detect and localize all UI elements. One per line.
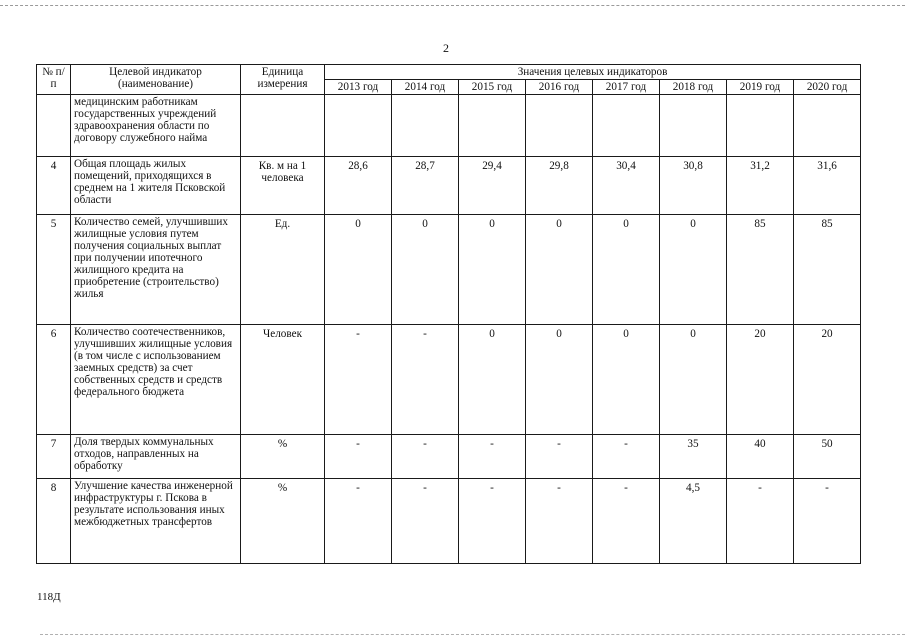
header-values: Значения целевых индикаторов <box>325 65 861 80</box>
indicator-value: 31,2 <box>727 157 794 215</box>
indicator-value: 0 <box>593 325 660 435</box>
indicator-value: 0 <box>526 325 593 435</box>
indicator-value: 28,7 <box>392 157 459 215</box>
header-year: 2013 год <box>325 80 392 95</box>
indicator-value: - <box>593 435 660 479</box>
indicator-unit: Человек <box>241 325 325 435</box>
table-row <box>37 157 861 215</box>
indicator-value <box>660 95 727 157</box>
row-number: 8 <box>37 479 71 564</box>
indicator-name: медицинским работникам государственных учреждений здравоохранения области по договору служебного найма <box>71 95 241 157</box>
header-year: 2019 год <box>727 80 794 95</box>
header-no: № п/п <box>37 65 71 95</box>
table-body <box>37 95 861 564</box>
row-number: 5 <box>37 215 71 325</box>
table-row <box>37 215 861 325</box>
header-year: 2015 год <box>459 80 526 95</box>
indicator-value <box>325 95 392 157</box>
indicator-value <box>459 95 526 157</box>
row-number <box>37 95 71 157</box>
indicator-value: 31,6 <box>794 157 861 215</box>
indicator-value <box>727 95 794 157</box>
indicator-value: - <box>593 479 660 564</box>
indicator-value: 85 <box>794 215 861 325</box>
indicator-value: 29,8 <box>526 157 593 215</box>
indicator-value: 0 <box>660 215 727 325</box>
indicator-value <box>392 95 459 157</box>
indicator-value: - <box>325 479 392 564</box>
indicator-value: - <box>459 479 526 564</box>
indicator-value: 4,5 <box>660 479 727 564</box>
indicator-value: - <box>727 479 794 564</box>
indicator-value: 50 <box>794 435 861 479</box>
indicator-name: Общая площадь жилых помещений, приходящихся в среднем на 1 жителя Псковской области <box>71 157 241 215</box>
indicator-value: - <box>325 325 392 435</box>
table-row <box>37 435 861 479</box>
indicator-value: - <box>526 435 593 479</box>
indicator-value: 30,4 <box>593 157 660 215</box>
row-number: 7 <box>37 435 71 479</box>
indicator-value: 29,4 <box>459 157 526 215</box>
header-unit: Единица измерения <box>241 65 325 95</box>
indicator-value <box>593 95 660 157</box>
indicators-table <box>36 64 861 564</box>
indicator-value: 0 <box>526 215 593 325</box>
indicator-value: 28,6 <box>325 157 392 215</box>
header-year: 2018 год <box>660 80 727 95</box>
indicator-value: 0 <box>392 215 459 325</box>
indicator-value: 20 <box>727 325 794 435</box>
table-row <box>37 95 861 157</box>
indicator-value: - <box>325 435 392 479</box>
indicator-value: - <box>459 435 526 479</box>
indicator-value: 40 <box>727 435 794 479</box>
row-number: 6 <box>37 325 71 435</box>
indicator-unit: Кв. м на 1 человека <box>241 157 325 215</box>
indicator-value <box>526 95 593 157</box>
scan-artifact-bottom <box>40 634 905 635</box>
table-row <box>37 325 861 435</box>
indicator-value: 20 <box>794 325 861 435</box>
header-year: 2020 год <box>794 80 861 95</box>
indicator-value: - <box>392 435 459 479</box>
indicator-value: 0 <box>660 325 727 435</box>
header-indicator: Целевой индикатор (наименование) <box>71 65 241 95</box>
indicator-value: 85 <box>727 215 794 325</box>
indicator-value: - <box>526 479 593 564</box>
header-year: 2017 год <box>593 80 660 95</box>
footer-code: 118Д <box>37 591 61 603</box>
indicator-name: Количество соотечественников, улучшивших жилищные условия (в том числе с использованием заемных средств) за счет собственных средств и средств федерального бюджета <box>71 325 241 435</box>
indicator-value: - <box>392 325 459 435</box>
indicator-value: 0 <box>459 325 526 435</box>
indicator-unit: % <box>241 479 325 564</box>
header-year: 2014 год <box>392 80 459 95</box>
table-row <box>37 479 861 564</box>
indicator-unit: % <box>241 435 325 479</box>
indicator-value: 0 <box>325 215 392 325</box>
indicator-value <box>794 95 861 157</box>
row-number: 4 <box>37 157 71 215</box>
scan-artifact-top <box>0 5 905 6</box>
indicator-value: 30,8 <box>660 157 727 215</box>
indicator-value: - <box>392 479 459 564</box>
page-number: 2 <box>443 41 449 55</box>
indicator-name: Количество семей, улучшивших жилищные условия путем получения социальных выплат при получении ипотечного жилищного кредита на приобретение (строительство) жилья <box>71 215 241 325</box>
indicator-unit <box>241 95 325 157</box>
indicator-value: 0 <box>459 215 526 325</box>
indicator-name: Доля твердых коммунальных отходов, направленных на обработку <box>71 435 241 479</box>
indicator-unit: Ед. <box>241 215 325 325</box>
indicator-name: Улучшение качества инженерной инфраструктуры г. Пскова в результате использования иных межбюджетных трансфертов <box>71 479 241 564</box>
indicator-value: 0 <box>593 215 660 325</box>
header-year: 2016 год <box>526 80 593 95</box>
indicator-value: 35 <box>660 435 727 479</box>
indicator-value: - <box>794 479 861 564</box>
